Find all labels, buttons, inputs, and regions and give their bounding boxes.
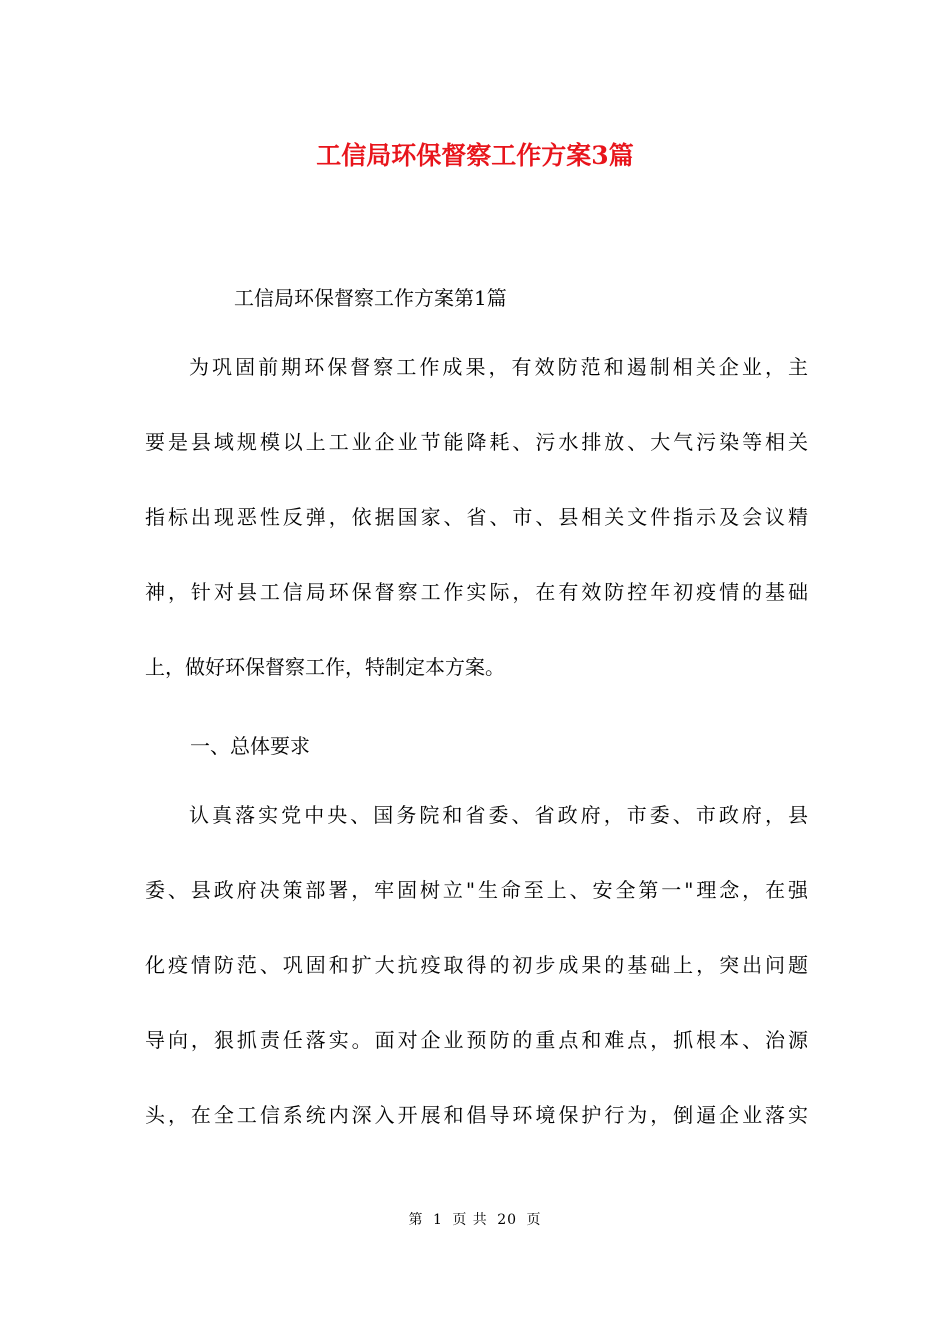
paragraph-line: 认真落实党中央、国务院和省委、省政府，市委、市政府，县	[189, 803, 808, 827]
section-heading: 一、总体要求	[190, 734, 310, 758]
paragraph-line: 要是县域规模以上工业企业节能降耗、污水排放、大气污染等相关	[145, 430, 808, 454]
paragraph-line: 上，做好环保督察工作，特制定本方案。	[145, 655, 505, 679]
paragraph-line: 化疫情防范、巩固和扩大抗疫取得的初步成果的基础上，突出问题	[145, 953, 808, 977]
document-title: 工信局环保督察工作方案3篇	[316, 141, 634, 170]
paragraph-line: 指标出现恶性反弹，依据国家、省、市、县相关文件指示及会议精	[145, 505, 808, 529]
footer-prefix: 第	[408, 1212, 424, 1228]
paragraph-line: 为巩固前期环保督察工作成果，有效防范和遏制相关企业，主	[189, 355, 808, 379]
paragraph-line: 委、县政府决策部署，牢固树立"生命至上、安全第一"理念，在强	[145, 878, 808, 902]
footer-middle: 页 共	[452, 1212, 488, 1228]
paragraph-line: 导向，狠抓责任落实。面对企业预防的重点和难点，抓根本、治源	[145, 1028, 808, 1052]
page-footer	[0, 1209, 950, 1229]
paragraph-line: 神，针对县工信局环保督察工作实际，在有效防控年初疫情的基础	[145, 580, 808, 604]
paragraph-line: 头，在全工信系统内深入开展和倡导环境保护行为，倒逼企业落实	[145, 1103, 808, 1127]
section-subtitle: 工信局环保督察工作方案第1篇	[234, 286, 507, 310]
paragraph-2	[145, 778, 808, 1153]
paragraph-1	[145, 330, 808, 705]
footer-suffix: 页	[526, 1212, 542, 1228]
footer-total-pages: 20	[497, 1212, 518, 1228]
footer-page-number: 1	[432, 1212, 443, 1228]
